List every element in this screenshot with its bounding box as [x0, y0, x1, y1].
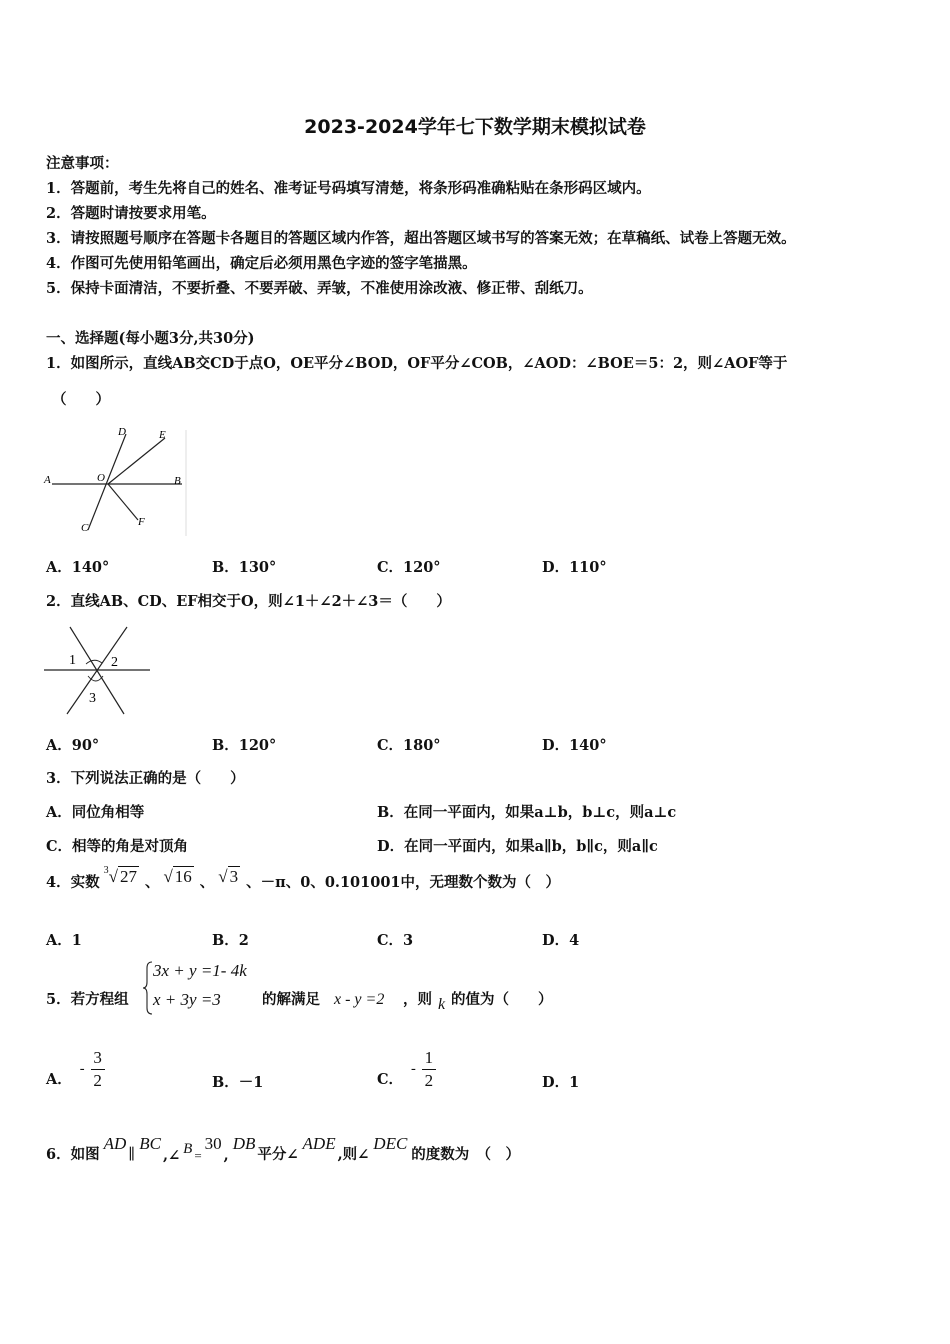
q2-label-2: 2: [111, 655, 118, 670]
radical-icon: √: [108, 866, 118, 886]
q2-option-b[interactable]: B．120°: [212, 737, 277, 754]
q6-ade: ADE: [302, 1134, 336, 1153]
q4-sqrt-3: [218, 867, 240, 887]
q6-comma-angle: ,∠: [162, 1147, 181, 1164]
q5-option-c-num: 1: [424, 1047, 434, 1067]
q4-cbrt-radicand: 27: [119, 866, 137, 886]
q2-angle-arc-top: [86, 660, 102, 664]
q2-label-1: 1: [69, 653, 76, 668]
q6-comma: ,: [223, 1147, 229, 1164]
q1-option-a[interactable]: A．140°: [46, 559, 110, 576]
q4-sqrt16-radicand: 16: [174, 866, 192, 886]
q5-then: ，则: [403, 991, 432, 1008]
q6-bc: BC: [139, 1134, 161, 1153]
notice-item-4: 4．作图可先使用铅笔画出，确定后必须用黑色字迹的签字笔描黑。: [46, 255, 477, 272]
q6-stem: [46, 1134, 520, 1164]
radical-icon: √: [163, 866, 173, 886]
q6-dec: DEC: [373, 1134, 408, 1153]
q5-option-a[interactable]: [46, 1046, 105, 1092]
q5-option-a-den: 2: [93, 1070, 102, 1090]
q4-option-d[interactable]: D．4: [542, 932, 580, 949]
q5-equation-2: x + 3y =3: [153, 990, 221, 1009]
q6-prefix: 6．如图: [46, 1146, 100, 1163]
q4-option-a[interactable]: A．1: [46, 932, 82, 949]
q1-label-c: C: [81, 522, 89, 534]
q2-label-3: 3: [89, 691, 96, 706]
q5-condition: x - y =2: [334, 991, 385, 1008]
q3-stem: 3．下列说法正确的是（ ）: [46, 770, 245, 787]
q4-option-c[interactable]: C．3: [377, 932, 414, 949]
q5-option-a-sign: -: [79, 1060, 85, 1077]
q6-db: DB: [232, 1134, 256, 1153]
q1-option-b[interactable]: B．130°: [212, 559, 277, 576]
notice-item-5: 5．保持卡面清洁，不要折叠、不要弄破、弄皱，不准使用涂改液、修正带、刮纸刀。: [46, 280, 593, 297]
q2-option-a[interactable]: A．90°: [46, 737, 100, 754]
q2-stem: 2．直线AB、CD、EF相交于O，则∠1＋∠2＋∠3＝（ ）: [46, 593, 451, 610]
q2-option-d[interactable]: D．140°: [542, 737, 607, 754]
fraction-bar: [422, 1069, 436, 1070]
q2-figure: [42, 622, 154, 718]
q4-sqrt3-radicand: 3: [229, 866, 239, 886]
q4-sqrt-16: [163, 867, 193, 887]
q5-prefix: 5．若方程组: [46, 991, 129, 1008]
q5-equation-1: 3x + y =1- 4k: [153, 961, 247, 980]
q5-option-a-label: A．: [46, 1070, 72, 1088]
q5-option-c[interactable]: [377, 1046, 436, 1092]
q6-eq: =: [194, 1148, 202, 1163]
notice-item-1: 1．答题前，考生先将自己的姓名、准考证号码填写清楚，将条形码准确粘贴在条形码区域内。: [46, 180, 651, 197]
q1-option-d[interactable]: D．110°: [542, 559, 607, 576]
notice-item-2: 2．答题时请按要求用笔。: [46, 205, 216, 222]
q5-option-c-fraction: [422, 1048, 436, 1091]
q3-option-c[interactable]: C．相等的角是对顶角: [46, 838, 189, 855]
q1-label-f: F: [138, 516, 145, 528]
q1-label-e: E: [159, 429, 166, 441]
q3-option-d[interactable]: D．在同一平面内，如果a∥b，b∥c，则a∥c: [377, 838, 658, 855]
q1-paren: （ ）: [52, 391, 110, 408]
q6-suffix: 的度数为 （ ）: [411, 1146, 521, 1163]
q1-label-d: D: [118, 426, 126, 438]
q6-parallel: ∥: [128, 1147, 136, 1163]
q5-mid: 的解满足: [262, 991, 320, 1008]
q4-sep-2: 、: [199, 874, 215, 891]
q1-option-c[interactable]: C．120°: [377, 559, 441, 576]
q5-option-c-den: 2: [424, 1070, 434, 1090]
q1-ray-oe: [108, 438, 165, 484]
q4-cube-root: [103, 864, 139, 887]
q6-b: B: [183, 1141, 193, 1157]
q4-sep-1: 、: [144, 874, 160, 891]
q3-option-a[interactable]: A．同位角相等: [46, 804, 145, 821]
q5-option-d[interactable]: D．1: [542, 1074, 580, 1091]
q4-suffix: 、－π、0、0.101001中，无理数个数为（ ）: [246, 874, 560, 891]
notice-item-3: 3．请按照题号顺序在答题卡各题目的答题区域内作答，超出答题区域书写的答案无效；在草稿纸、试卷上答题无效。: [46, 230, 796, 247]
q4-cbrt-index: 3: [103, 864, 109, 876]
q5-option-a-fraction: [91, 1048, 105, 1091]
q1-label-a: A: [44, 474, 51, 486]
q4-stem: [46, 864, 560, 892]
q4-option-b[interactable]: B．2: [212, 932, 249, 949]
q5-k: k: [438, 996, 446, 1013]
q5-option-c-label: C．: [377, 1070, 404, 1088]
q5-option-c-sign: -: [411, 1060, 416, 1077]
q3-option-b[interactable]: B．在同一平面内，如果a⊥b，b⊥c，则a⊥c: [377, 804, 677, 821]
q6-ad: AD: [103, 1134, 127, 1153]
q1-line-cd: [88, 434, 126, 530]
notice-heading: 注意事项：: [46, 155, 119, 172]
section-heading: 一、选择题(每小题3分,共30分): [46, 330, 255, 347]
q5-option-a-num: 3: [93, 1047, 102, 1067]
q1-label-b: B: [174, 475, 181, 487]
q4-prefix: 4．实数: [46, 874, 100, 891]
q5-option-b[interactable]: B．－1: [212, 1074, 264, 1091]
fraction-bar: [91, 1069, 105, 1070]
q1-figure: [40, 420, 190, 540]
q2-option-c[interactable]: C．180°: [377, 737, 441, 754]
page-title: 2023-2024学年七下数学期末模拟试卷: [304, 116, 646, 138]
q1-label-o: O: [97, 472, 105, 484]
radical-icon: √: [218, 866, 228, 886]
q5-suffix: 的值为（ ）: [451, 991, 553, 1008]
q1-stem: 1．如图所示，直线AB交CD于点O，OE平分∠BOD，OF平分∠COB，∠AOD：∠BOE＝5：2，则∠AOF等于: [46, 355, 788, 372]
q1-ray-of: [108, 484, 138, 520]
q6-then: ,则∠: [337, 1146, 370, 1163]
q6-thirty: 30: [204, 1134, 222, 1153]
q6-bisect: 平分∠: [257, 1146, 299, 1163]
